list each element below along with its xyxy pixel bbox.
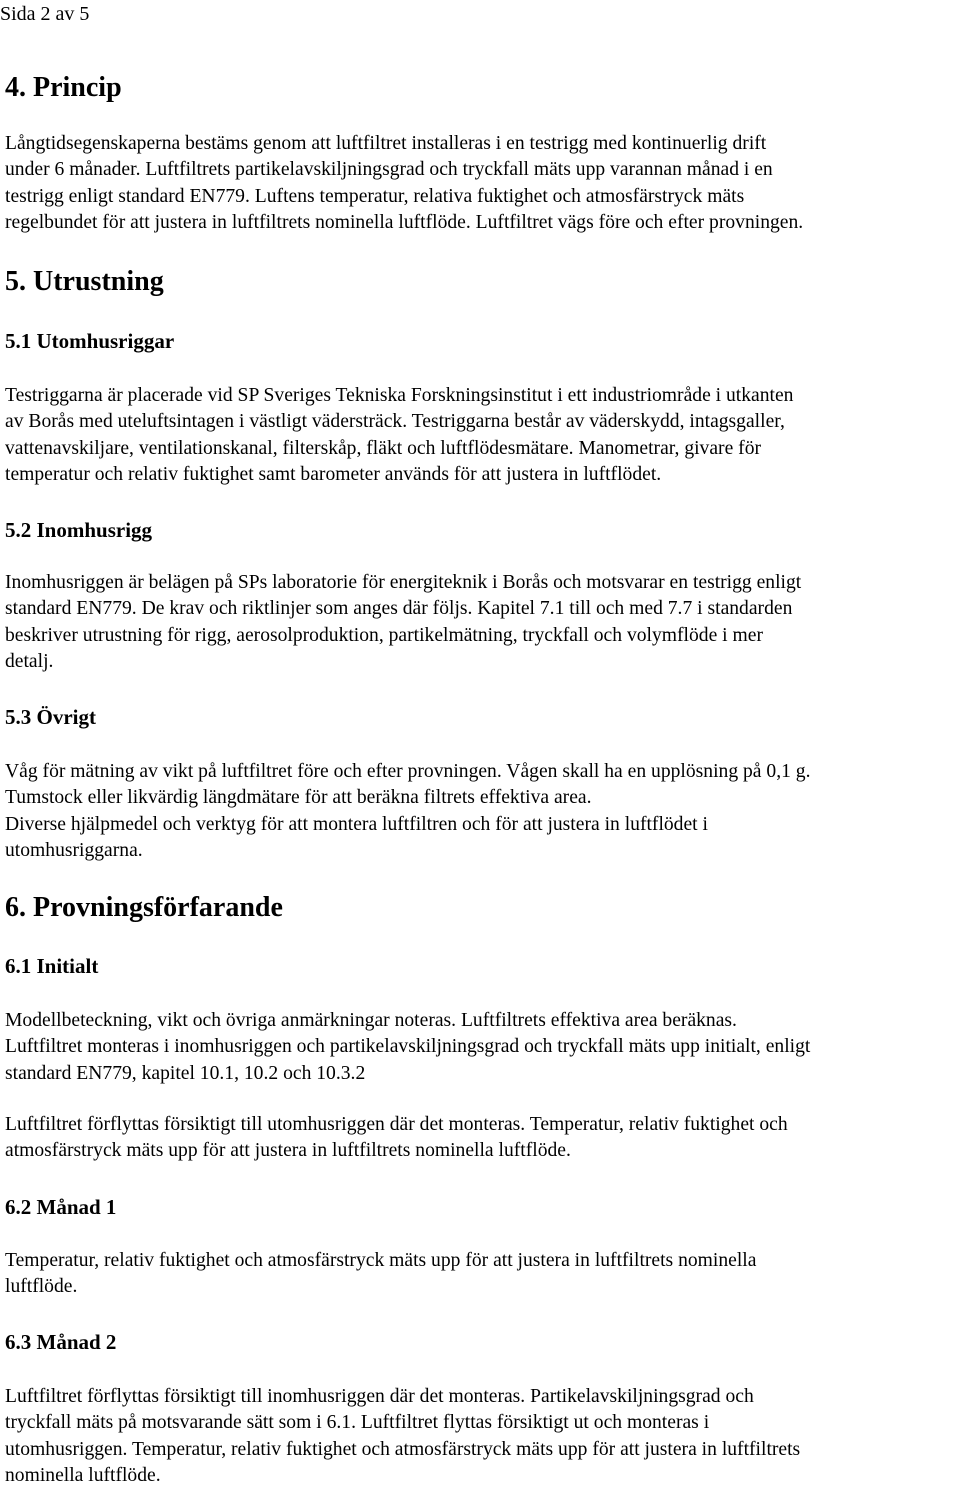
text-line: detalj.: [5, 650, 54, 672]
text-line: av Borås med uteluftsintagen i västligt vädersträck. Testriggarna består av väderskydd, intagsgaller,: [5, 411, 785, 433]
paragraph-month-2: [5, 1384, 800, 1489]
subsection-heading-other: 5.3 Övrigt: [5, 705, 96, 729]
text-line: Luftfiltret förflyttas försiktigt till inomhusriggen där det monteras. Partikelavskiljningsgrad och: [5, 1386, 754, 1407]
text-line: temperatur och relativ fuktighet samt barometer används för att justera in luftflödet.: [5, 463, 662, 485]
text-line: vattenavskiljare, ventilationskanal, filterskåp, fläkt och luftflödesmätare. Manometrar, givare för: [5, 437, 762, 459]
subsection-heading-month-1: 6.2 Månad 1: [5, 1195, 117, 1219]
text-line: Inomhusriggen är belägen på SPs laboratorie för energiteknik i Borås och motsvarar en testrigg enligt: [5, 572, 802, 593]
text-line: beskriver utrustning för rigg, aerosolproduktion, partikelmätning, tryckfall och volymflöde i mer: [5, 624, 763, 646]
subsection-heading-outdoor-rigs: 5.1 Utomhusriggar: [5, 329, 175, 353]
text-line: Temperatur, relativ fuktighet och atmosfärstryck mäts upp för att justera in luftfiltrets nominella: [5, 1250, 757, 1271]
page-number: Sida 2 av 5: [0, 3, 90, 25]
text-line: regelbundet för att justera in luftfiltrets nominella luftflöde. Luftfiltret vägs före och efter provningen.: [5, 211, 804, 233]
text-line: luftflöde.: [5, 1276, 78, 1298]
text-line: Luftfiltret förflyttas försiktigt till utomhusriggen där det monteras. Temperatur, relativ fuktighet och: [5, 1114, 788, 1135]
paragraph-other: [5, 759, 811, 864]
text-line: tryckfall mäts på motsvarande sätt som i 6.1. Luftfiltret flyttas försiktigt ut och monteras i: [5, 1412, 710, 1434]
text-line: Långtidsegenskaperna bestäms genom att luftfiltret installeras i en testrigg med kontinuerlig drift: [5, 133, 767, 154]
paragraph-initial-a: [5, 1008, 810, 1087]
text-line: standard EN779. De krav och riktlinjer som anges där följs. Kapitel 7.1 till och med 7.7 i standarden: [5, 598, 793, 620]
text-line: Testriggarna är placerade vid SP Sveriges Tekniska Forskningsinstitut i ett industriområde i utkanten: [5, 385, 794, 406]
subsection-heading-month-2: 6.3 Månad 2: [5, 1330, 117, 1354]
text-line: Tumstock eller likvärdig längdmätare för att beräkna filtrets effektiva area.: [5, 787, 592, 809]
paragraph-month-1: [5, 1248, 756, 1301]
text-line: standard EN779, kapitel 10.1, 10.2 och 10.3.2: [5, 1062, 366, 1084]
paragraph-principle: [5, 131, 803, 236]
section-heading-principle: 4. Princip: [5, 72, 122, 103]
text-line: Luftfiltret monteras i inomhusriggen och partikelavskiljningsgrad och tryckfall mäts upp initialt, enligt: [5, 1036, 811, 1058]
text-line: nominella luftflöde.: [5, 1464, 161, 1486]
paragraph-indoor-rig: [5, 570, 801, 675]
text-line: Diverse hjälpmedel och verktyg för att montera luftfiltren och för att justera in luftflödet i: [5, 813, 708, 835]
text-line: utomhusriggen. Temperatur, relativ fuktighet och atmosfärstryck mäts upp för att justera in luftfiltrets: [5, 1438, 801, 1460]
section-heading-test-procedure: 6. Provningsförfarande: [5, 892, 283, 923]
subsection-heading-initial: 6.1 Initialt: [5, 954, 99, 978]
section-heading-equipment: 5. Utrustning: [5, 266, 164, 297]
text-line: Våg för mätning av vikt på luftfiltret före och efter provningen. Vågen skall ha en upplösning på 0,1 g.: [5, 761, 811, 782]
text-line: under 6 månader. Luftfiltrets partikelavskiljningsgrad och tryckfall mäts upp varannan månad i en: [5, 159, 773, 181]
text-line: Modellbeteckning, vikt och övriga anmärkningar noteras. Luftfiltrets effektiva area beräknas.: [5, 1010, 737, 1031]
text-line: testrigg enligt standard EN779. Luftens temperatur, relativa fuktighet och atmosfärstryck mäts: [5, 185, 745, 207]
paragraph-initial-b: [5, 1112, 788, 1165]
paragraph-outdoor-rigs: [5, 383, 793, 488]
text-line: atmosfärstryck mäts upp för att justera in luftfiltrets nominella luftflöde.: [5, 1140, 571, 1162]
subsection-heading-indoor-rig: 5.2 Inomhusrigg: [5, 518, 153, 542]
text-line: utomhusriggarna.: [5, 839, 143, 861]
